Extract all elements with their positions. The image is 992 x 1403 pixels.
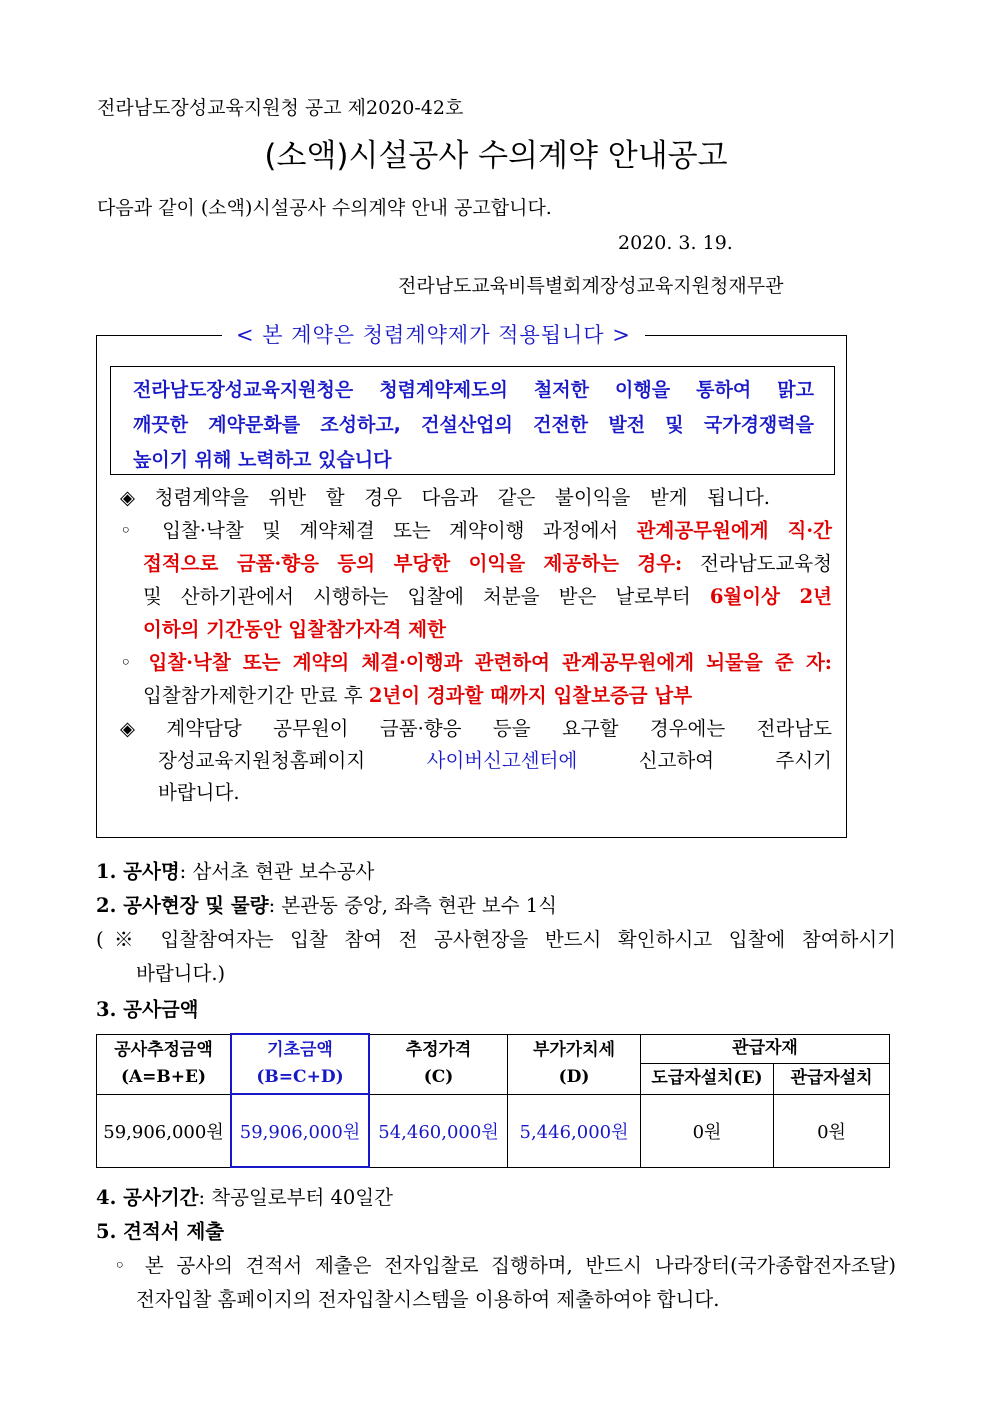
penalty-item-1 <box>120 514 832 547</box>
penalty-item-1-line1: ◦ 입찰·낙찰 및 계약체결 또는 계약이행 과정에서 관계공무원에게 직·간 <box>120 519 832 542</box>
section-5-label: 5. 견적서 제출 <box>96 1220 225 1243</box>
penalty-item-2 <box>120 646 832 679</box>
warning-heading-text: ◈ 청렴계약을 위반 할 경우 다음과 같은 불이익을 받게 됩니다. <box>120 486 770 509</box>
penalty-item-1-line4: 이하의 기간동안 입찰참가자격 제한 <box>143 618 446 641</box>
section-5-line1 <box>114 1250 896 1278</box>
statement-line: 전라남도장성교육지원청은 청렴계약제도의 철저한 이행을 통하여 맑고 <box>133 379 814 401</box>
amount-table <box>96 1033 890 1168</box>
notice-number: 전라남도장성교육지원청 공고 제2020-42호 <box>97 97 464 119</box>
section-4 <box>96 1182 393 1210</box>
header-supplied-gov: 관급자설치 <box>774 1063 890 1094</box>
penalty-item-1-line3 <box>143 580 832 613</box>
section-5-line2: 전자입찰 홈페이지의 전자입찰시스템을 이용하여 제출하여야 합니다. <box>136 1288 720 1311</box>
section-2-note-line2: 바랍니다.) <box>136 962 226 985</box>
report-line-3: 바랍니다. <box>158 781 240 804</box>
header-vat: 부가가치세 (D) <box>508 1034 641 1094</box>
value-price: 54,460,000원 <box>369 1094 508 1167</box>
section-2-label: 2. 공사현장 및 물량 <box>96 894 269 917</box>
section-4-value: : 착공일로부터 40일간 <box>198 1186 393 1209</box>
penalty-item-2-line2: 입찰참가제한기간 만료 후 2년이 경과할 때까지 입찰보증금 납부 <box>143 684 693 707</box>
penalty-item-1-line3-text: 및 산하기관에서 시행하는 입찰에 처분을 받은 날로부터 6월이상 2년 <box>143 585 832 608</box>
value-estimated: 59,906,000원 <box>97 1094 232 1167</box>
integrity-statement <box>110 366 835 475</box>
notice-date: 2020. 3. 19. <box>618 232 733 254</box>
section-3-label: 3. 공사금액 <box>96 998 199 1021</box>
integrity-box-title: < 본 계약은 청렴계약제가 적용됩니다 > <box>222 319 645 349</box>
penalty-item-1-line2 <box>143 547 832 580</box>
section-2 <box>96 890 557 918</box>
penalty-item-1-line2-text: 접적으로 금품·향응 등의 부당한 이익을 제공하는 경우: 전라남도교육청 <box>143 552 832 575</box>
issuer: 전라남도교육비특별회계장성교육지원청재무관 <box>398 275 784 297</box>
intro-text: 다음과 같이 (소액)시설공사 수의계약 안내 공고합니다. <box>97 197 552 219</box>
value-vat: 5,446,000원 <box>508 1094 641 1167</box>
section-2-note <box>96 924 896 952</box>
page-title: (소액)시설공사 수의계약 안내공고 <box>264 138 728 174</box>
header-estimated: 공사추정금액 (A=B+E) <box>97 1034 232 1094</box>
report-line-1-text: ◈ 계약담당 공무원이 금품·향응 등을 요구할 경우에는 전라남도 <box>120 717 832 740</box>
statement-line: 깨끗한 계약문화를 조성하고, 건설산업의 건전한 발전 및 국가경쟁력을 <box>133 414 814 436</box>
header-supplied-contractor: 도급자설치(E) <box>641 1063 774 1094</box>
section-2-note-line1: (※ 입찰참여자는 입찰 참여 전 공사현장을 반드시 확인하시고 입찰에 참여하시기 <box>96 928 896 951</box>
value-supplied-gov: 0원 <box>774 1094 890 1167</box>
cyber-report-center-link[interactable]: 사이버신고센터에 <box>426 749 578 772</box>
section-1 <box>96 856 374 884</box>
section-2-value: : 본관동 중앙, 좌측 현관 보수 1식 <box>268 894 558 917</box>
value-base: 59,906,000원 <box>231 1094 369 1167</box>
section-1-value: : 삼서초 현관 보수공사 <box>179 860 375 883</box>
section-3 <box>96 994 199 1022</box>
report-line-2 <box>158 744 832 777</box>
header-supplied: 관급자재 <box>641 1034 890 1063</box>
header-price: 추정가격 (C) <box>369 1034 508 1094</box>
statement-line: 높이기 위해 노력하고 있습니다 <box>133 449 392 471</box>
report-line-1 <box>120 712 832 745</box>
warning-heading <box>120 481 770 514</box>
penalty-item-2-line1: ◦ 입찰·낙찰 또는 계약의 체결·이행과 관련하여 관계공무원에게 뇌물을 준 자: <box>120 651 833 674</box>
section-1-label: 1. 공사명 <box>96 860 180 883</box>
section-5 <box>96 1216 224 1244</box>
header-base: 기초금액 (B=C+D) <box>231 1034 369 1094</box>
value-supplied-contractor: 0원 <box>641 1094 774 1167</box>
section-4-label: 4. 공사기간 <box>96 1186 199 1209</box>
report-line-2-text: 장성교육지원청홈페이지 사이버신고센터에 신고하여 주시기 <box>158 749 833 772</box>
section-5-line1-text: ◦ 본 공사의 견적서 제출은 전자입찰로 집행하며, 반드시 나라장터(국가종합전자조달) <box>114 1254 896 1277</box>
